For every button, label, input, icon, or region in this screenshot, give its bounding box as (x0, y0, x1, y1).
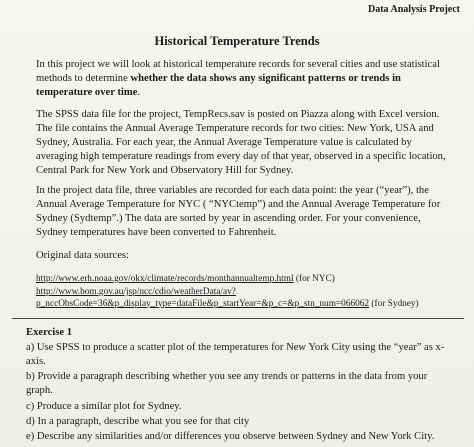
nyc-source-link[interactable]: http://www.erh.noaa.gov/okx/climate/records/monthannualtemp.html (36, 274, 294, 284)
running-header: Data Analysis Project (367, 4, 460, 15)
sydney-source-link[interactable]: http://www.bom.gov.au/jsp/ncc/cdio/weatherData/av?p_nccObsCode=36&p_display_type=dataFile&p_startYear=&p_c=&p_stn_num=066062 (36, 287, 370, 309)
intro-paragraph (36, 58, 448, 100)
exercise-item-a: a) Use SPSS to produce a scatter plot of the temperatures for New York City using the “year” as x-axis. (26, 342, 445, 368)
intro-bold-question: whether the data shows any significant patterns or trends in temperature over time (36, 73, 401, 99)
exercise-title (26, 326, 446, 340)
sydney-source-suffix: (for Sydney) (369, 298, 419, 309)
nyc-source (36, 274, 448, 286)
spss-paragraph: The SPSS data file for the project, TempRecs.sav is posted on Piazza along with Excel version. The file contains the Annual Average Temperature records for two cities: New York, USA and Sydney, Australia. For each year, the Annual Average Temperature value is calculated by averaging high temperature readings from every day of that year, observed in a specific location, Central Park for New York and Observatory Hill for Sydney. (36, 109, 446, 177)
exercise-heading: Exercise 1 (26, 327, 72, 338)
exercise-item-e: e) Describe any similarities and/or differences you observe between Sydney and New York City. (26, 431, 435, 442)
sources-label: Original data sources: (36, 250, 129, 261)
intro-text-end: . (137, 87, 141, 99)
page-title: Historical Temperature Trends (154, 34, 320, 48)
section-divider (12, 318, 464, 319)
intro-text-start: In this project we will look at historical temperature records for several cities and use statistical methods to determine (36, 59, 440, 85)
exercise-item-c: c) Produce a similar plot for Sydney. (26, 401, 182, 412)
variables-paragraph: In the project data file, three variables are recorded for each data point: the year (“year”), the Annual Average Temperature for NYC ( “NYCtemp”) and the Annual Average Temperature for Sydney (Sydtemp”.) The data are sorted by year in ascending order. For your convenience, Sydney temperatures have been converted to Fahrenheit. (36, 185, 441, 239)
nyc-source-suffix: (for NYC) (293, 274, 335, 284)
exercise-item-b: b) Provide a paragraph describing whether you see any trends or patterns in the data from your graph. (26, 371, 428, 397)
sydney-source (36, 287, 456, 310)
exercise-item-d: d) In a paragraph, describe what you see for that city (26, 416, 250, 427)
